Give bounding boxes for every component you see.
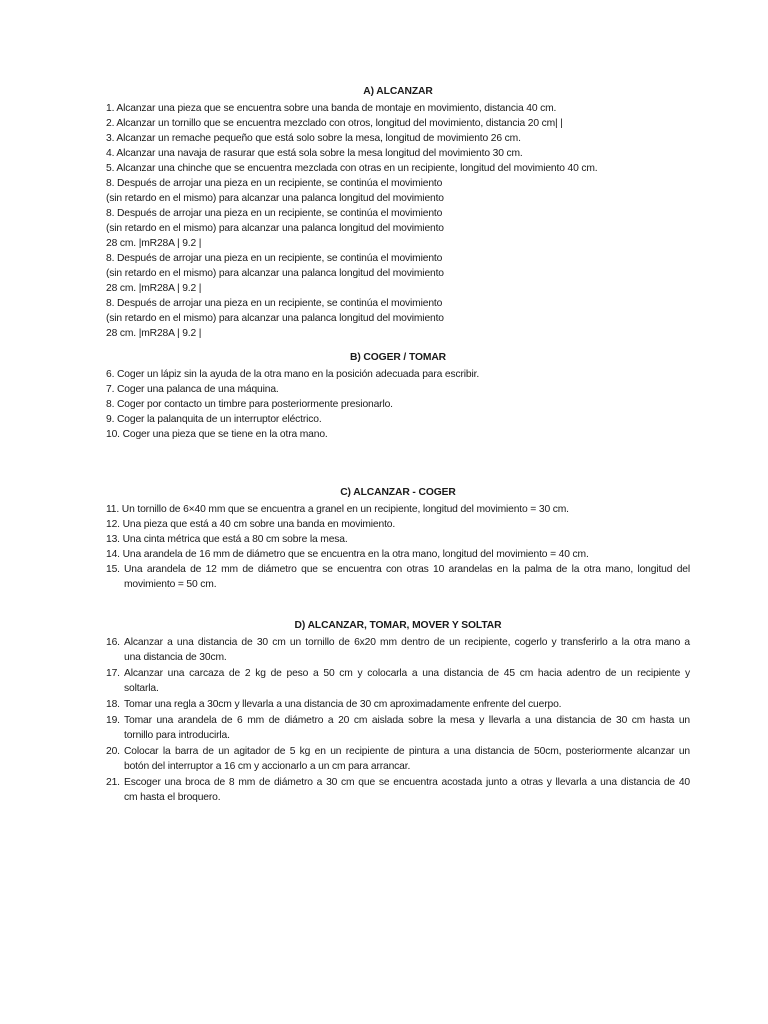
item-text-line: tornillo para introducirla. [124,730,230,741]
list-item [106,635,690,665]
section-title: D) ALCANZAR, TOMAR, MOVER Y SOLTAR [294,620,502,631]
list-item: 3. Alcanzar un remache pequeño que está solo sobre la mesa, longitud de movimiento 26 cm. [106,133,521,144]
list-item: 9. Coger la palanquita de un interruptor eléctrico. [106,414,322,425]
item-text-line: cm hasta el broquero. [124,792,221,803]
list-item: 2. Alcanzar un tornillo que se encuentra mezclado con otros, longitud del movimiento, distancia 20 cm| | [106,118,563,129]
list-item [106,666,690,696]
item-text-line: Alcanzar a una distancia de 30 cm un tornillo de 6x20 mm dentro de un recipiente, cogerlo y transferirlo a la otra mano a [124,637,690,648]
list-item: 28 cm. |mR28A | 9.2 | [106,328,202,339]
section-title: B) COGER / TOMAR [349,352,447,363]
item-number: 18. [106,699,120,710]
section-alcanzar-coger [106,485,690,593]
item-text-line: movimiento = 50 cm. [124,579,217,590]
list-item: 1. Alcanzar una pieza que se encuentra sobre una banda de montaje en movimiento, distancia 40 cm. [106,103,557,114]
list-item: 28 cm. |mR28A | 9.2 | [106,238,202,249]
section-coger-tomar [106,350,690,442]
list-item [106,744,690,774]
section-title: A) ALCANZAR [363,86,433,97]
list-item: 8. Después de arrojar una pieza en un recipiente, se continúa el movimiento [106,298,443,309]
section-alcanzar-tomar-mover-soltar [106,618,690,806]
list-item: 8. Después de arrojar una pieza en un recipiente, se continúa el movimiento [106,253,443,264]
item-number: 16. [106,637,120,648]
item-text-line: Alcanzar una carcaza de 2 kg de peso a 50 cm y colocarla a una distancia de 45 cm hacia adentro de un recipiente y [124,668,690,679]
list-item: 4. Alcanzar una navaja de rasurar que está sola sobre la mesa longitud del movimiento 30 cm. [106,148,523,159]
list-item [106,775,690,805]
list-item: 14. Una arandela de 16 mm de diámetro que se encuentra en la otra mano, longitud del movimiento = 40 cm. [106,549,589,560]
list-item: 12. Una pieza que está a 40 cm sobre una banda en movimiento. [106,519,396,530]
item-number: 15. [106,564,120,575]
item-number: 17. [106,668,120,679]
list-item: 6. Coger un lápiz sin la ayuda de la otra mano en la posición adecuada para escribir. [106,369,480,380]
list-item: (sin retardo en el mismo) para alcanzar una palanca longitud del movimiento [106,313,444,324]
list-item: 28 cm. |mR28A | 9.2 | [106,283,202,294]
list-item: (sin retardo en el mismo) para alcanzar una palanca longitud del movimiento [106,223,444,234]
item-text-line: Tomar una regla a 30cm y llevarla a una distancia de 30 cm aproximadamente enfrente del cuerpo. [124,699,562,710]
list-item [106,713,690,743]
list-item: 8. Coger por contacto un timbre para posteriormente presionarlo. [106,399,393,410]
list-item: 11. Un tornillo de 6×40 mm que se encuentra a granel en un recipiente, longitud del movimiento = 30 cm. [106,504,569,515]
item-text-line: Colocar la barra de un agitador de 5 kg en un recipiente de pintura a una distancia de 50cm, posteriormente alcanzar un [124,746,690,757]
section-alcanzar [106,84,690,341]
list-item: (sin retardo en el mismo) para alcanzar una palanca longitud del movimiento [106,268,444,279]
list-item: 10. Coger una pieza que se tiene en la otra mano. [106,429,328,440]
item-text-line: Tomar una arandela de 6 mm de diámetro a 20 cm aislada sobre la mesa y llevarla a una distancia de 30 cm hasta un [124,715,690,726]
item-text-line: botón del interruptor a 16 cm y accionarlo a un cm para arrancar. [124,761,411,772]
item-number: 21. [106,777,120,788]
list-item: 5. Alcanzar una chinche que se encuentra mezclada con otras en un recipiente, longitud del movimiento 40 cm. [106,163,598,174]
list-item: (sin retardo en el mismo) para alcanzar una palanca longitud del movimiento [106,193,444,204]
list-item: 13. Una cinta métrica que está a 80 cm sobre la mesa. [106,534,348,545]
item-text-line: Escoger una broca de 8 mm de diámetro a 30 cm que se encuentra acostada junto a otras y llevarla a una distancia de 40 [124,777,690,788]
item-number: 20. [106,746,120,757]
list-item: 7. Coger una palanca de una máquina. [106,384,279,395]
item-text-line: una distancia de 30cm. [124,652,227,663]
list-item [106,697,690,712]
item-text-line: Una arandela de 12 mm de diámetro que se encuentra con otras 10 arandelas en la palma de la otra mano, longitud del [124,564,690,575]
item-text-line: soltarla. [124,683,159,694]
list-item: 8. Después de arrojar una pieza en un recipiente, se continúa el movimiento [106,178,443,189]
list-item [106,562,690,592]
section-title: C) ALCANZAR - COGER [340,487,456,498]
item-number: 19. [106,715,120,726]
list-item: 8. Después de arrojar una pieza en un recipiente, se continúa el movimiento [106,208,443,219]
